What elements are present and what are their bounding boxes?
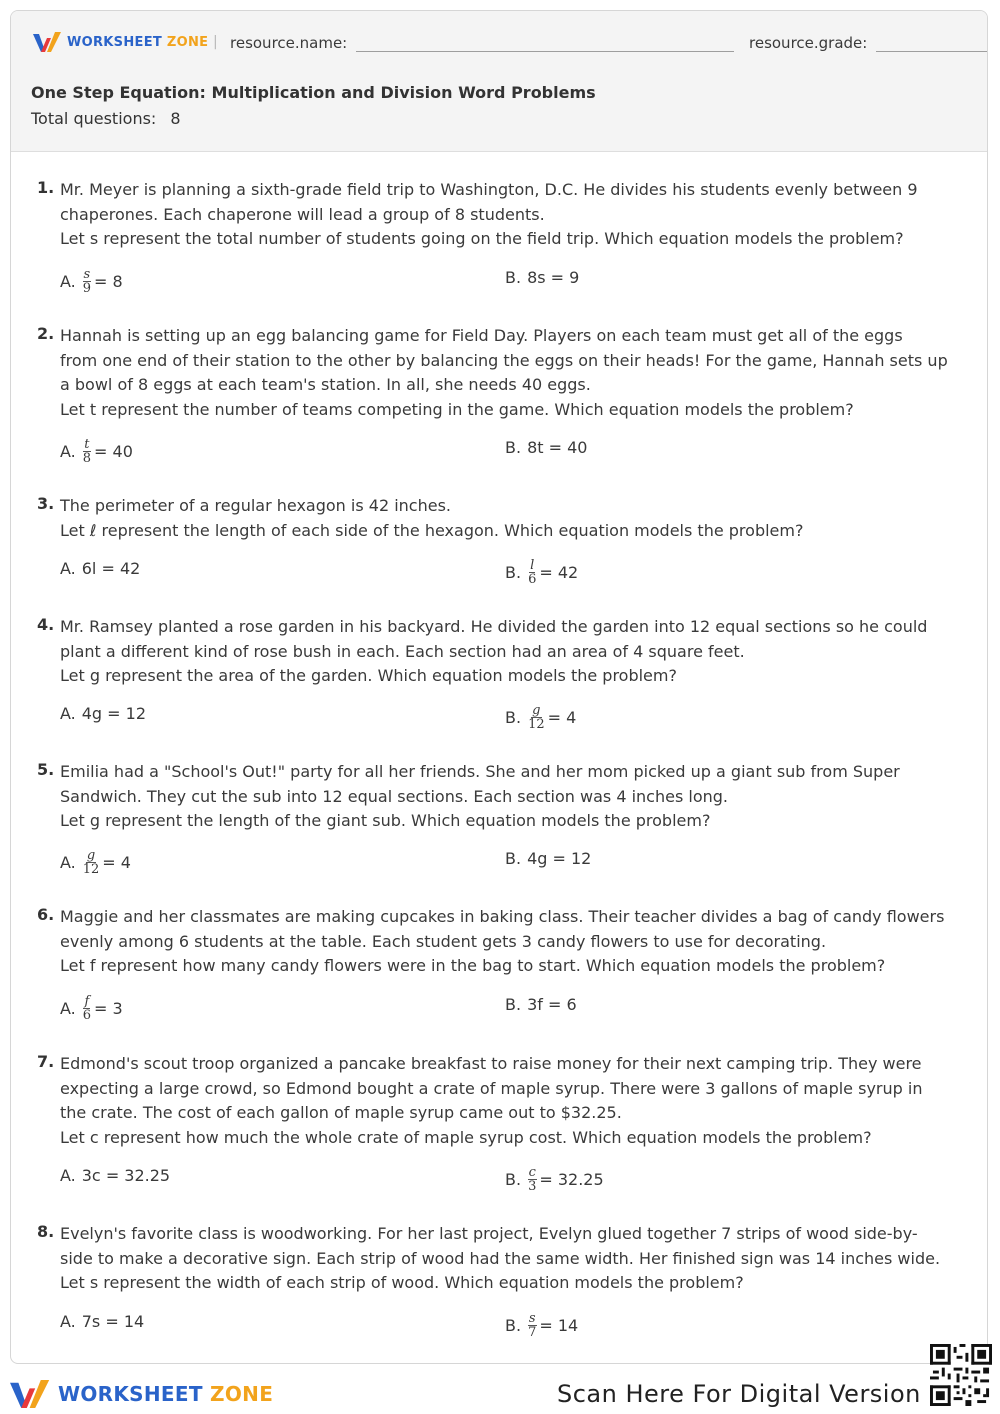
option-letter: A. bbox=[60, 999, 76, 1018]
option-letter: B. bbox=[505, 438, 522, 457]
answer-option-a[interactable] bbox=[60, 438, 133, 465]
question-text bbox=[60, 324, 950, 422]
question-text-line: Let ℓ represent the length of each side of the hexagon. Which equation models the problem? bbox=[60, 520, 804, 540]
fraction bbox=[82, 995, 92, 1022]
answer-option-a[interactable] bbox=[60, 559, 140, 578]
equation-tail: = 4 bbox=[547, 708, 577, 727]
answer-option-a[interactable] bbox=[60, 704, 146, 723]
question-text-line: side to make a decorative sign. Each strip of wood had the same width. Her finished sign was 14 inches wide. bbox=[60, 1248, 941, 1268]
equation-text: 4g = 12 bbox=[527, 849, 592, 868]
option-letter: B. bbox=[505, 995, 522, 1014]
question-text-line: from one end of their station to the other by balancing the eggs on their heads! For the game, Hannah sets up bbox=[60, 350, 948, 370]
question-text bbox=[60, 1052, 950, 1150]
resource-grade-line bbox=[876, 51, 988, 52]
equation-text: 4g = 12 bbox=[81, 704, 147, 723]
fraction-denominator: 12 bbox=[528, 717, 545, 732]
question-text bbox=[60, 178, 950, 252]
option-letter: A. bbox=[60, 272, 76, 291]
question-text-line: Let g represent the length of the giant sub. Which equation models the problem? bbox=[60, 811, 711, 830]
answer-option-b[interactable] bbox=[505, 849, 591, 868]
fraction-numerator: l bbox=[530, 558, 535, 573]
answer-option-a[interactable] bbox=[60, 1166, 170, 1185]
answer-option-b[interactable] bbox=[505, 268, 579, 287]
question-text-line: Let g represent the area of the garden. Which equation models the problem? bbox=[60, 666, 677, 685]
question-text-line: Let c represent how much the whole crate of maple syrup cost. Which equation models the problem? bbox=[60, 1127, 872, 1147]
answer-option-a[interactable] bbox=[60, 849, 131, 876]
option-letter: A. bbox=[60, 1166, 76, 1185]
answer-option-a[interactable] bbox=[60, 268, 123, 295]
answer-option-b[interactable] bbox=[505, 559, 578, 586]
equation-tail: = 3 bbox=[94, 999, 123, 1018]
question-text-line: Mr. Ramsey planted a rose garden in his backyard. He divided the garden into 12 equal sections so he could bbox=[60, 617, 928, 636]
equation-text: 8t = 40 bbox=[527, 438, 588, 457]
equation-text: 7s = 14 bbox=[81, 1312, 145, 1331]
question-text-line: Mr. Meyer is planning a sixth-grade field trip to Washington, D.C. He divides his students evenly between 9 bbox=[60, 180, 918, 199]
question-number: 8. bbox=[37, 1222, 55, 1241]
brand-row bbox=[33, 31, 988, 57]
fraction-denominator: 6 bbox=[82, 1008, 92, 1023]
option-letter: A. bbox=[60, 559, 76, 578]
question-text-line: Let s represent the width of each strip of wood. Which equation models the problem? bbox=[60, 1273, 744, 1292]
qr-code-icon[interactable] bbox=[930, 1344, 992, 1406]
question-text-line: evenly among 6 students at the table. Each student gets 3 candy flowers to use for decorating. bbox=[60, 931, 827, 951]
equation-tail: = 42 bbox=[539, 563, 579, 582]
question-number: 3. bbox=[37, 494, 55, 513]
resource-name-label: resource.name: bbox=[230, 34, 348, 52]
worksheet-frame bbox=[10, 10, 988, 1364]
fraction-denominator: 7 bbox=[528, 1325, 537, 1340]
equation-tail: = 32.25 bbox=[539, 1170, 604, 1189]
fraction-denominator: 9 bbox=[82, 281, 92, 296]
question-text-line: The perimeter of a regular hexagon is 42 inches. bbox=[60, 496, 452, 515]
fraction-numerator: f bbox=[84, 994, 90, 1009]
answer-option-b[interactable] bbox=[505, 995, 577, 1014]
question-text-line: Maggie and her classmates are making cupcakes in baking class. Their teacher divides a bag of candy flowers bbox=[60, 907, 945, 926]
question-text-line: Emilia had a "School's Out!" party for all her friends. She and her mom picked up a giant sub from Super bbox=[60, 762, 900, 781]
question-text bbox=[60, 905, 950, 979]
option-letter: B. bbox=[505, 268, 522, 287]
question-text-line: Let t represent the number of teams competing in the game. Which equation models the problem? bbox=[60, 399, 854, 419]
fraction-denominator: 3 bbox=[528, 1179, 537, 1194]
answer-option-b[interactable] bbox=[505, 704, 576, 731]
option-letter: B. bbox=[505, 708, 522, 727]
option-letter: A. bbox=[60, 704, 76, 723]
fraction bbox=[527, 1312, 537, 1339]
equation-text: 3f = 6 bbox=[527, 995, 577, 1014]
question-text-line: Let f represent how many candy flowers were in the bag to start. Which equation models the problem? bbox=[60, 956, 886, 975]
fraction bbox=[82, 268, 92, 295]
equation-tail: = 40 bbox=[94, 442, 133, 461]
equation-tail: = 14 bbox=[539, 1316, 579, 1335]
fraction-denominator: 8 bbox=[82, 451, 92, 466]
total-questions bbox=[31, 109, 181, 128]
resource-grade-label: resource.grade: bbox=[749, 34, 868, 52]
fraction-denominator: 6 bbox=[528, 572, 537, 587]
worksheet-header bbox=[11, 11, 987, 152]
question-number: 6. bbox=[37, 905, 55, 924]
fraction-numerator: s bbox=[528, 1311, 536, 1326]
question-text-line: a bowl of 8 eggs at each team's station. In all, she needs 40 eggs. bbox=[60, 375, 591, 394]
fraction bbox=[82, 849, 101, 876]
answer-option-b[interactable] bbox=[505, 1312, 578, 1339]
fraction bbox=[527, 1166, 537, 1193]
question-text-line: Hannah is setting up an egg balancing game for Field Day. Players on each team must get all of the eggs bbox=[60, 326, 903, 345]
worksheet-zone-logo-icon bbox=[10, 1378, 52, 1410]
option-letter: B. bbox=[505, 1170, 522, 1189]
resource-name-line bbox=[356, 51, 734, 52]
fraction-numerator: t bbox=[84, 437, 90, 452]
question-number: 4. bbox=[37, 615, 55, 634]
question-text-line: Let s represent the total number of students going on the field trip. Which equation models the problem? bbox=[60, 229, 904, 248]
fraction-denominator: 12 bbox=[82, 862, 100, 877]
question-text-line: the crate. The cost of each gallon of maple syrup came out to $32.25. bbox=[60, 1103, 622, 1122]
question-text bbox=[60, 760, 950, 834]
question-number: 2. bbox=[37, 324, 55, 343]
fraction-numerator: g bbox=[532, 703, 541, 718]
fraction bbox=[527, 559, 537, 586]
header-logo bbox=[33, 31, 208, 53]
option-letter: A. bbox=[60, 442, 76, 461]
question-text-line: chaperones. Each chaperone will lead a group of 8 students. bbox=[60, 204, 545, 224]
answer-option-b[interactable] bbox=[505, 438, 587, 457]
option-letter: B. bbox=[505, 563, 522, 582]
question-number: 7. bbox=[37, 1052, 55, 1071]
question-text-line: Edmond's scout troop organized a pancake breakfast to raise money for their next camping trip. They were bbox=[60, 1054, 922, 1073]
equation-tail: = 8 bbox=[94, 272, 123, 291]
option-letter: B. bbox=[505, 849, 522, 868]
fraction-numerator: g bbox=[86, 848, 96, 863]
equation-text: 6l = 42 bbox=[81, 559, 141, 578]
answer-option-b[interactable] bbox=[505, 1166, 604, 1193]
total-questions-label: Total questions: bbox=[31, 109, 157, 128]
question-text-line: plant a different kind of rose bush in each. Each section had an area of 4 square feet. bbox=[60, 641, 745, 661]
equation-tail: = 4 bbox=[102, 853, 131, 872]
question-text bbox=[60, 615, 950, 689]
fraction bbox=[82, 438, 92, 465]
answer-option-a[interactable] bbox=[60, 1312, 144, 1331]
option-letter: A. bbox=[60, 1312, 76, 1331]
question-text-line: expecting a large crowd, so Edmond bought a crate of maple syrup. There were 3 gallons of maple syrup in bbox=[60, 1078, 923, 1098]
question-number: 5. bbox=[37, 760, 55, 779]
question-text bbox=[60, 1222, 950, 1296]
footer-logo bbox=[10, 1378, 273, 1410]
worksheet-title: One Step Equation: Multiplication and Division Word Problems bbox=[31, 83, 596, 102]
option-letter: B. bbox=[505, 1316, 522, 1335]
total-questions-value: 8 bbox=[170, 109, 181, 128]
equation-text: 3c = 32.25 bbox=[81, 1166, 171, 1185]
worksheet-zone-logo-icon bbox=[33, 31, 63, 53]
question-number: 1. bbox=[37, 178, 55, 197]
question-text-line: Sandwich. They cut the sub into 12 equal sections. Each section was 4 inches long. bbox=[60, 786, 728, 806]
option-letter: A. bbox=[60, 853, 76, 872]
header-brand-text: WORKSHEET ZONE bbox=[67, 34, 209, 50]
fraction bbox=[527, 704, 546, 731]
question-text-line: Evelyn's favorite class is woodworking. For her last project, Evelyn glued together 7 strips of wood side-by- bbox=[60, 1224, 918, 1243]
scan-here-text: Scan Here For Digital Version bbox=[557, 1380, 921, 1408]
answer-option-a[interactable] bbox=[60, 995, 123, 1022]
question-text bbox=[60, 494, 950, 543]
header-separator: | bbox=[213, 34, 218, 50]
footer-brand-text: WORKSHEET ZONE bbox=[58, 1382, 274, 1406]
fraction-numerator: c bbox=[528, 1165, 536, 1180]
equation-text: 8s = 9 bbox=[527, 268, 580, 287]
fraction-numerator: s bbox=[83, 267, 91, 282]
